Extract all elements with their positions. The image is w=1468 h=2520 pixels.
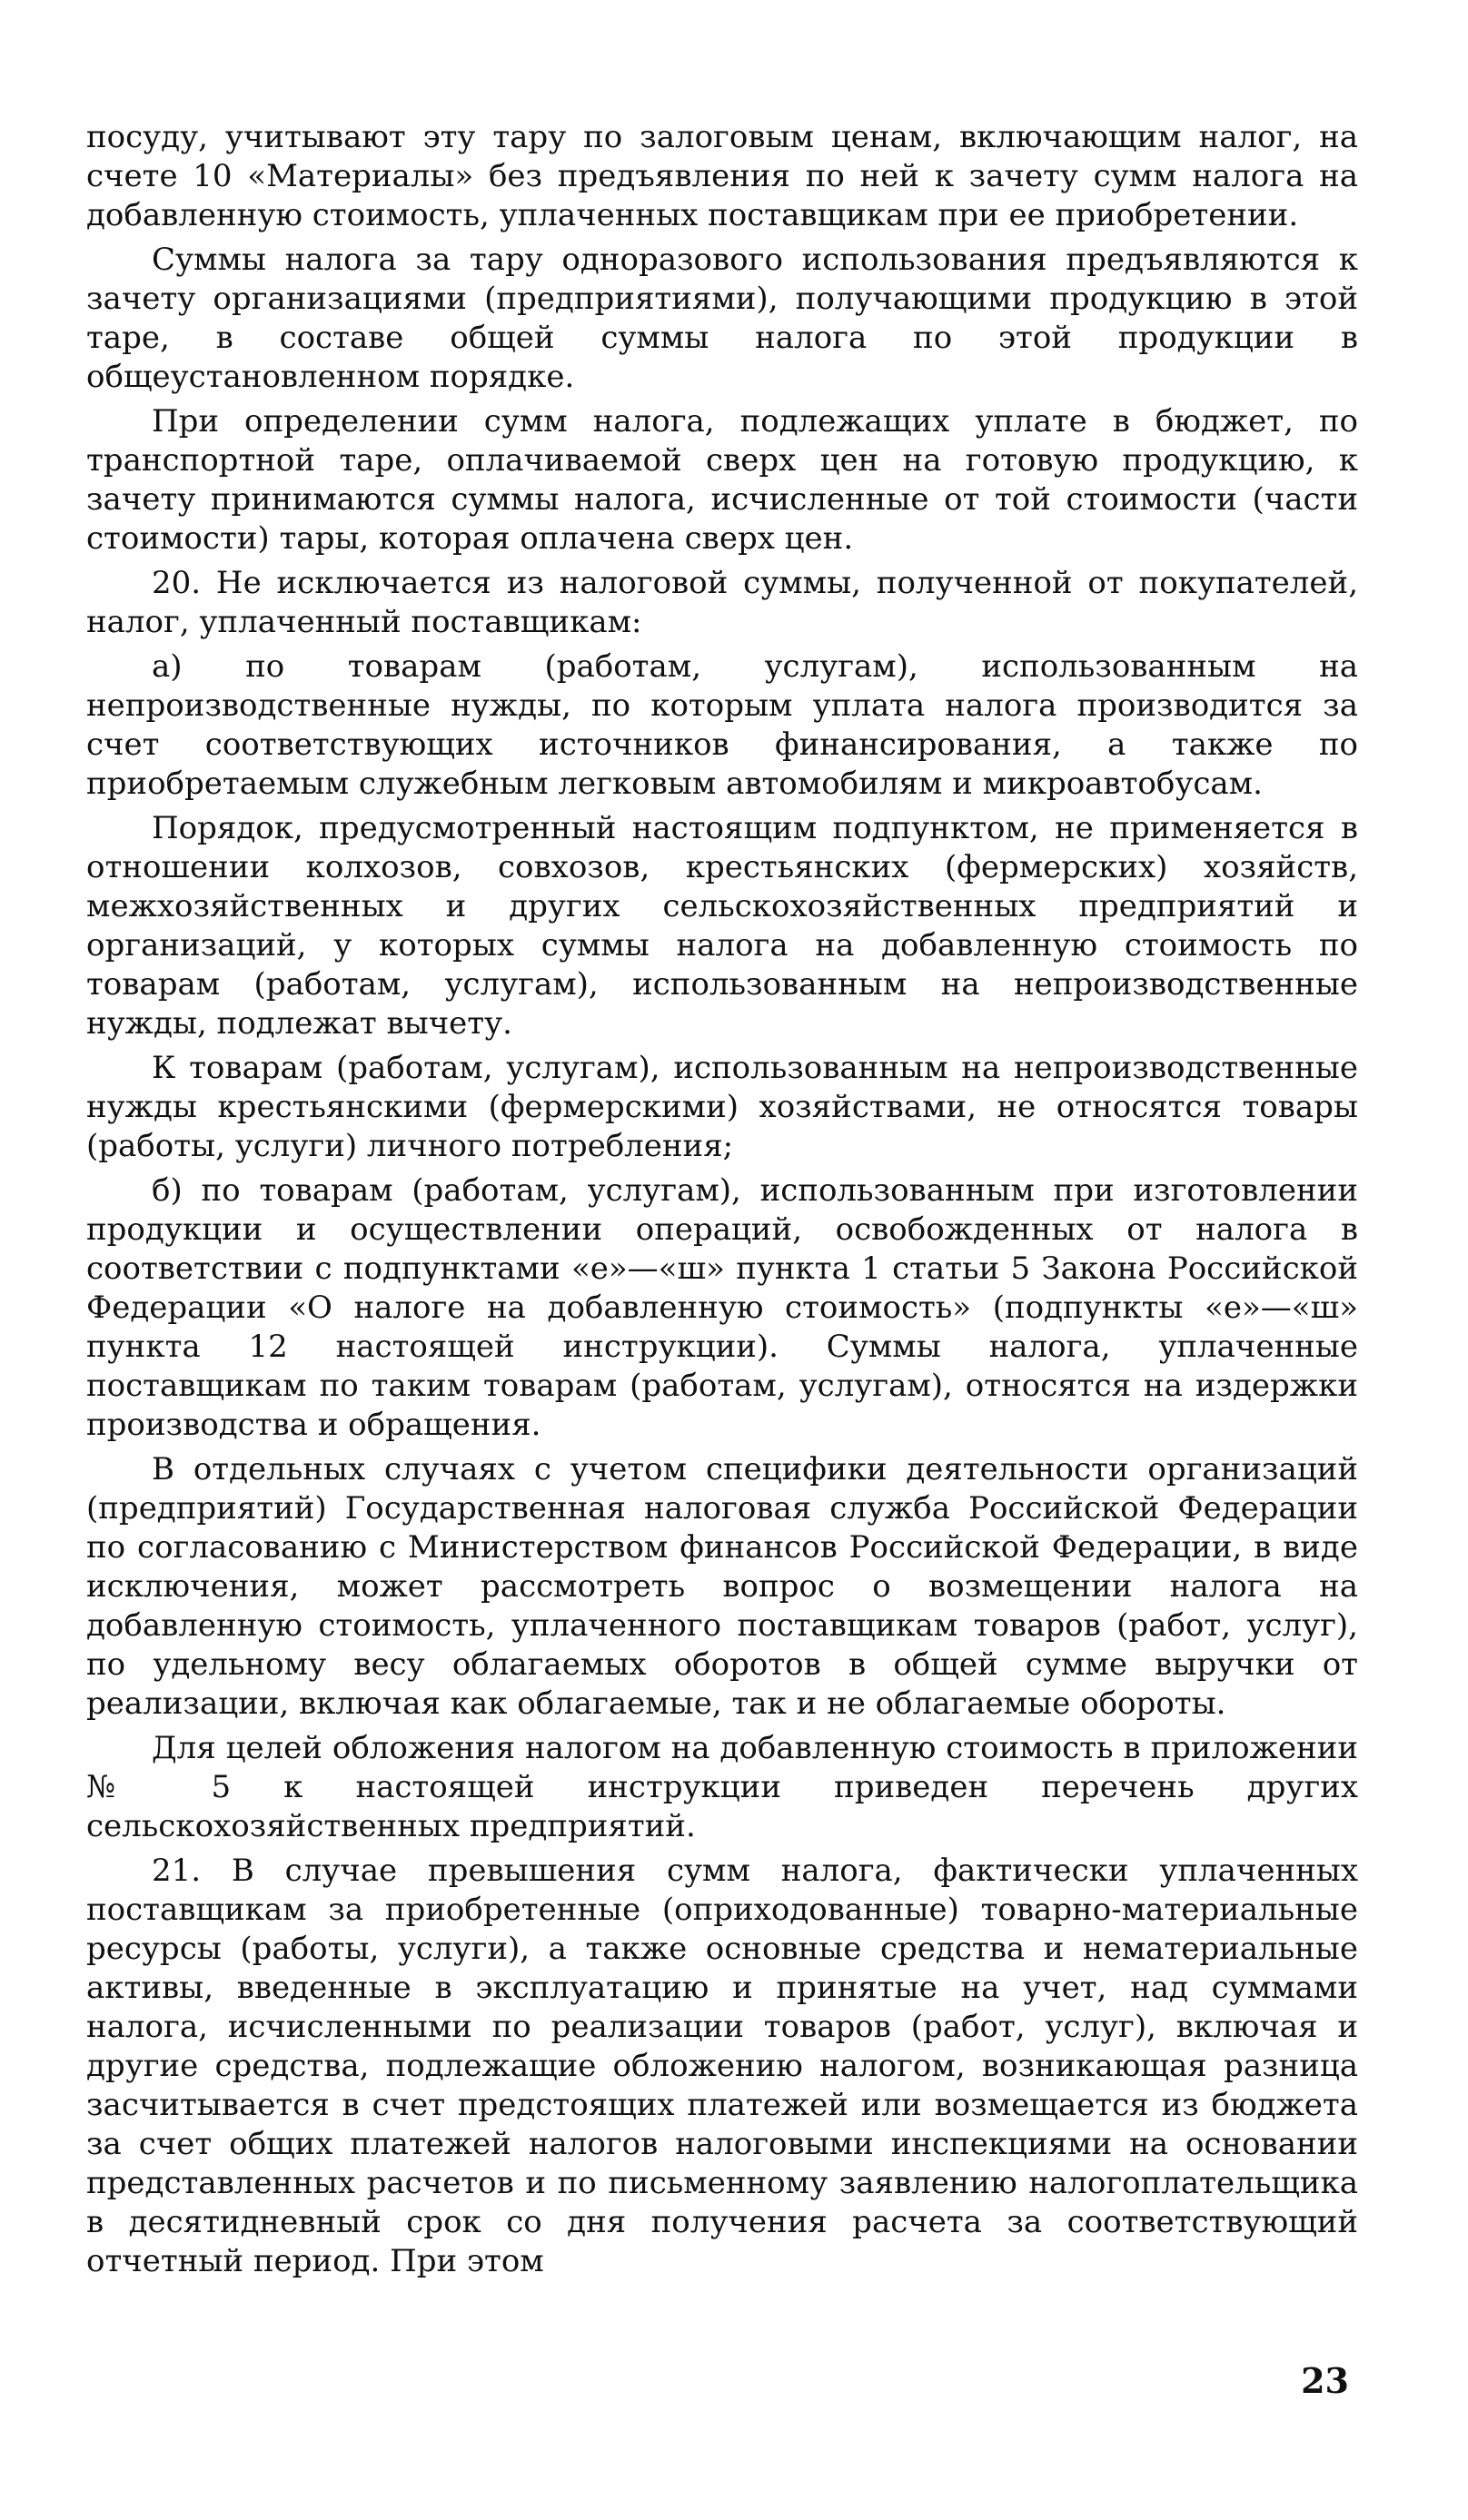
paragraph-appendix-5: Для целей обложения налогом на добавленную стоимость в приложении № 5 к настоящей инструкции приведен перечень других сельскохозяйственных предприятий. [86,1730,1358,1844]
paragraph-farm-goods: К товарам (работам, услугам), использованным на непроизводственные нужды крестьянскими (фермерскими) хозяйствами, не относятся товары (работы, услуги) личного потребления; [86,1050,1358,1164]
paragraph-procedure: Порядок, предусмотренный настоящим подпунктом, не применяется в отношении колхозов, совхозов, крестьянских (фермерских) хозяйств, межхозяйственных и других сельскохозяйственных предприятий и организаций, у которых суммы налога на добавленную стоимость по товарам (работам, услугам), использованным на непроизводственные нужды, подлежат вычету. [86,810,1358,1042]
paragraph-item-21: 21. В случае превышения сумм налога, фактически уплаченных поставщикам за приобретенные (оприходованные) товарно-материальные ресурсы (работы, услуги), а также основные средства и нематериальные активы, введенные в эксплуатацию и принятые на учет, над суммами налога, исчисленными по реализации товаров (работ, услуг), включая и другие средства, подлежащие обложению налогом, возникающая разница засчитывается в счет предстоящих платежей или возмещается из бюджета за счет общих платежей налогов налоговыми инспекциями на основании представленных расчетов и по письменному заявлению налогоплательщика в десятидневный срок со дня получения расчета за соответствующий отчетный период. При этом [86,1853,1358,2279]
page-number: 23 [1301,2360,1349,2401]
paragraph-item-20b: б) по товарам (работам, услугам), использованным при изготовлении продукции и осуществлении операций, освобожденных от налога в соответствии с подпунктами «е»—«ш» пункта 1 статьи 5 Закона Российской Федерации «О налоге на добавленную стоимость» (подпункты «е»—«ш» пункта 12 настоящей инструкции). Суммы налога, уплаченные поставщикам по таким товарам (работам, услугам), относятся на издержки производства и обращения. [86,1172,1358,1443]
paragraph-special-cases: В отдельных случаях с учетом специфики деятельности организаций (предприятий) Государственная налоговая служба Российской Федерации по согласованию с Министерством финансов Российской Федерации, в виде исключения, может рассмотреть вопрос о возмещении налога на добавленную стоимость, уплаченного поставщикам товаров (работ, услуг), по удельному весу облагаемых оборотов в общей сумме выручки от реализации, включая как облагаемые, так и не облагаемые обороты. [86,1451,1358,1722]
paragraph-continuation: посуду, учитывают эту тару по залоговым ценам, включающим налог, на счете 10 «Материалы» без предъявления по ней к зачету сумм налога на добавленную стоимость, уплаченных поставщикам при ее приобретении. [86,119,1358,233]
paragraph-transport-packaging: При определении сумм налога, подлежащих уплате в бюджет, по транспортной таре, оплачиваемой сверх цен на готовую продукцию, к зачету принимаются суммы налога, исчисленные от той стоимости (части стоимости) тары, которая оплачена сверх цен. [86,403,1358,557]
paragraph-item-20: 20. Не исключается из налоговой суммы, полученной от покупателей, налог, уплаченный поставщикам: [86,565,1358,640]
paragraph-item-20a: а) по товарам (работам, услугам), использованным на непроизводственные нужды, по которым уплата налога производится за счет соответствующих источников финансирования, а также по приобретаемым служебным легковым автомобилям и микроавтобусам. [86,648,1358,802]
paragraph-disposable-packaging: Суммы налога за тару одноразового использования предъявляются к зачету организациями (предприятиями), получающими продукцию в этой таре, в составе общей суммы налога по этой продукции в общеустановленном порядке. [86,242,1358,395]
document-page [86,118,1358,2443]
